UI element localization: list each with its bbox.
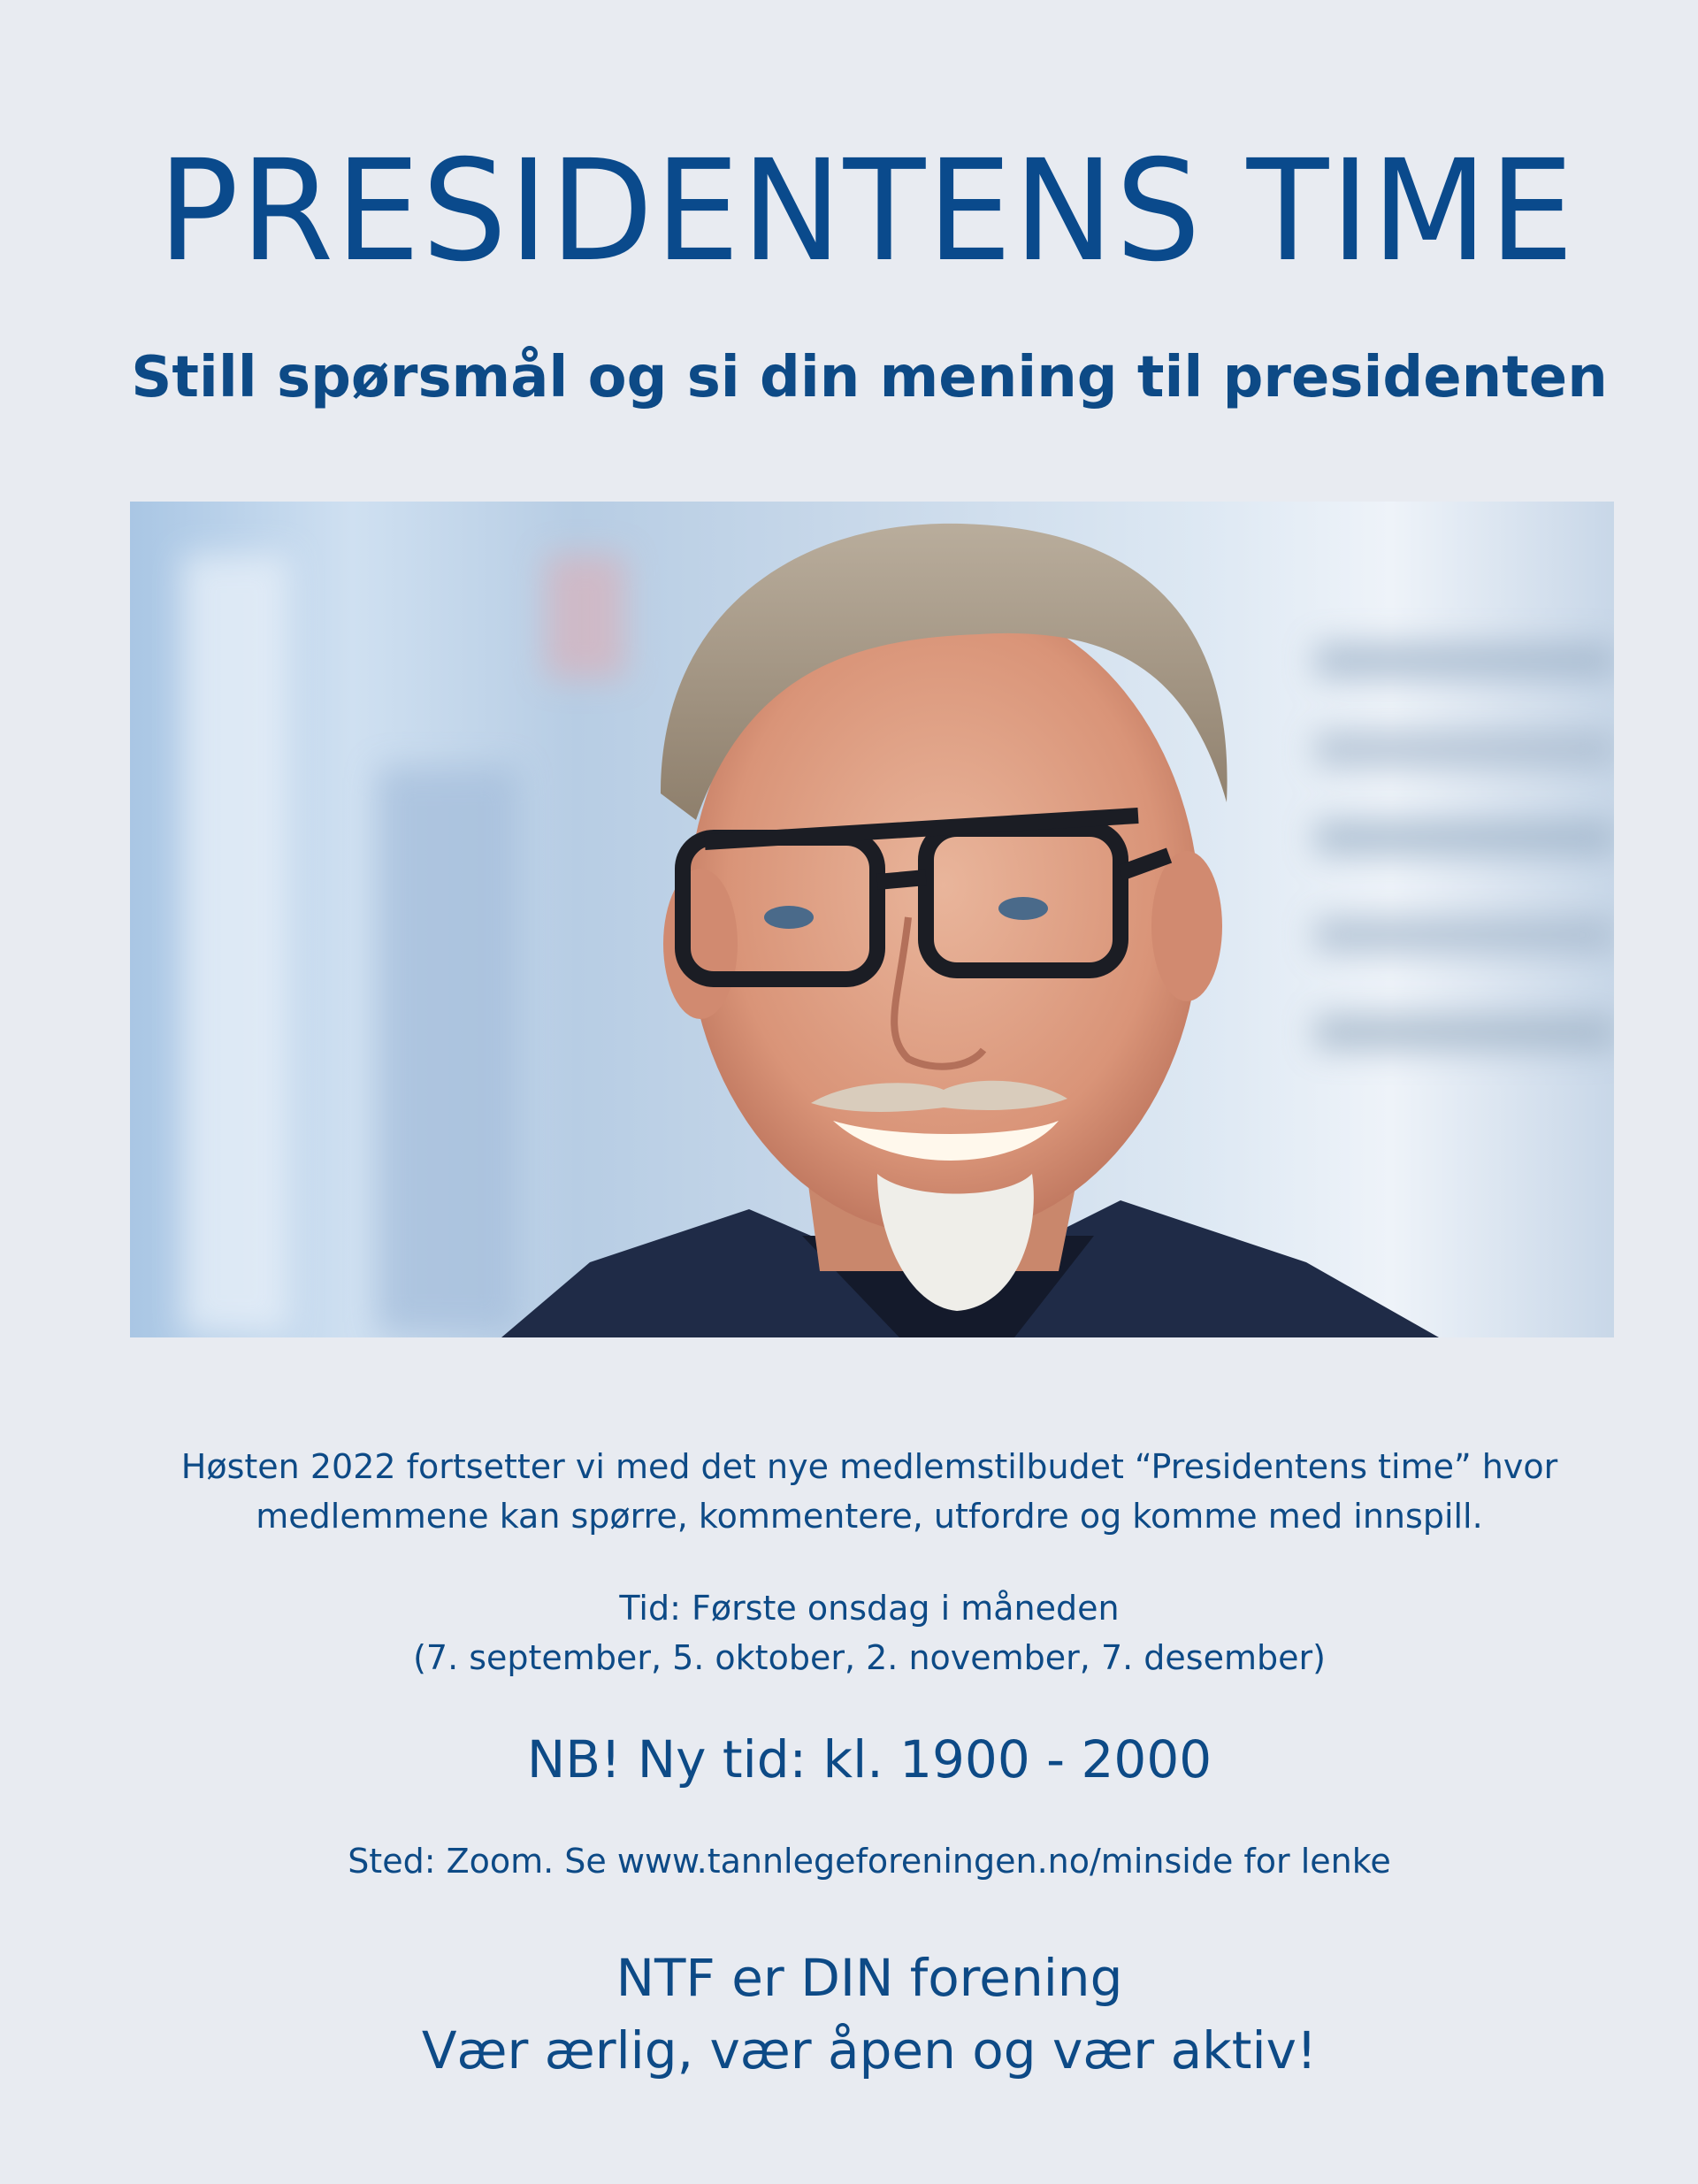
outro-slogan xyxy=(0,1942,1698,2087)
time-info xyxy=(0,1583,1698,1682)
time-line-1: Tid: Første onsdag i måneden xyxy=(619,1589,1120,1628)
intro-line-1: Høsten 2022 fortsetter vi med det nye medlemstilbudet “Presidentens time” hvor xyxy=(180,1447,1558,1486)
new-time-notice: NB! Ny tid: kl. 1900 - 2000 xyxy=(526,1729,1212,1789)
president-portrait-photo xyxy=(130,502,1614,1337)
page-subtitle: Still spørsmål og si din mening til presidenten xyxy=(131,345,1608,410)
outro-line-1: NTF er DIN forening xyxy=(616,1948,1123,2008)
outro-line-2: Vær ærlig, vær åpen og vær aktiv! xyxy=(421,2020,1318,2081)
intro-paragraph xyxy=(0,1442,1698,1541)
intro-line-2: medlemmene kan spørre, kommentere, utfordre og komme med innspill. xyxy=(256,1497,1483,1536)
time-line-2: (7. september, 5. oktober, 2. november, 7. desember) xyxy=(413,1638,1326,1677)
page-title: PRESIDENTENS TIME xyxy=(157,130,1576,293)
place-info: Sted: Zoom. Se www.tannlegeforeningen.no/minside for lenke xyxy=(348,1842,1391,1881)
